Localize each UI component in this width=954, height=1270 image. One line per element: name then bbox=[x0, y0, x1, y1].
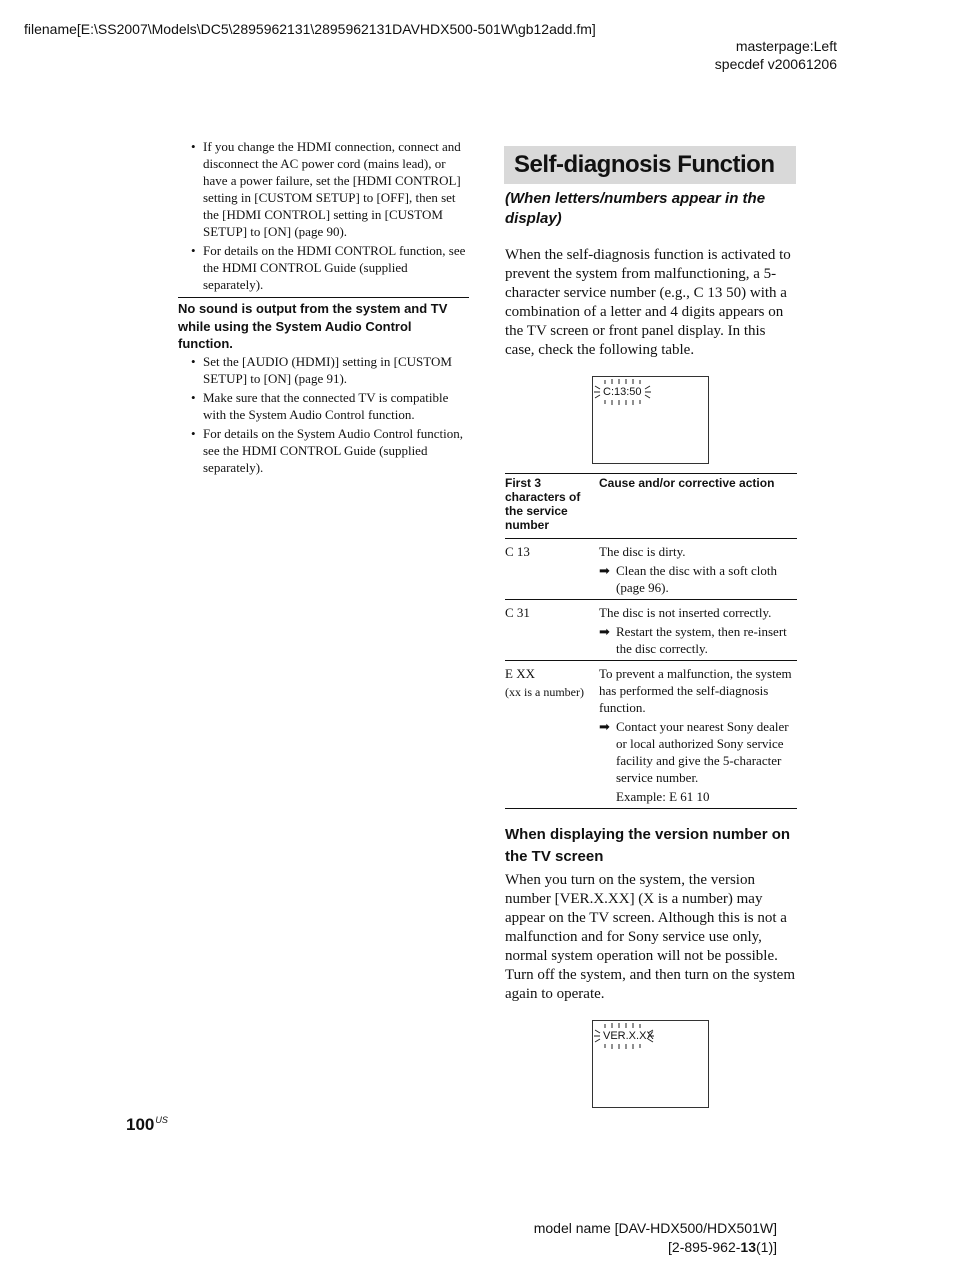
audio-bullet-list bbox=[178, 353, 469, 476]
example-text: Example: E 61 10 bbox=[616, 789, 710, 804]
footer-model-name: model name [DAV-HDX500/HDX501W] bbox=[533, 1220, 777, 1236]
intro-paragraph: When the self-diagnosis function is activated to prevent the system from malfunctioning, a 5-character service number (e.g., C 13 50) with a combination of a letter and 4 digits appears on the TV screen or front panel display. In this case, check the following table. bbox=[505, 247, 791, 358]
section-title: Self-diagnosis Function bbox=[504, 146, 796, 184]
version-display-illustration bbox=[592, 1020, 709, 1108]
service-code: C 31 bbox=[505, 605, 530, 620]
table-header-row bbox=[505, 474, 797, 539]
page-suffix: US bbox=[155, 1115, 168, 1125]
column-header-action: Cause and/or corrective action bbox=[599, 474, 797, 539]
corrective-action bbox=[599, 718, 797, 786]
header-master-info bbox=[715, 37, 837, 73]
service-code-note: (xx is a number) bbox=[505, 685, 584, 699]
list-item: • Make sure that the connected TV is compatible with the System Audio Control function. bbox=[178, 389, 469, 423]
action-text: Contact your nearest Sony dealer or local authorized Sony service facility and give the 5-character service number. bbox=[616, 719, 789, 785]
version-paragraph: When you turn on the system, the version number [VER.X.XX] (X is a number) may appear on the TV screen. Although this is not a malfunction and for Sony service use only, normal system operation will not be possible. Turn off the system, and then turn on the system again to operate. bbox=[505, 872, 795, 1002]
display-text: VER.X.XX bbox=[603, 1030, 654, 1042]
section-subtitle: (When letters/numbers appear in the display) bbox=[505, 190, 766, 227]
header-specdef: specdef v20061206 bbox=[714, 56, 837, 72]
table-row bbox=[505, 600, 797, 661]
trouble-heading: No sound is output from the system and TV while using the System Audio Control function. bbox=[178, 297, 469, 353]
hdmi-bullet-list bbox=[178, 138, 469, 293]
corrective-action bbox=[599, 562, 797, 596]
page-number: $100^{US}$ bbox=[126, 1115, 168, 1134]
display-illustration bbox=[592, 376, 709, 464]
column-header-code: First 3 characters of the service number bbox=[505, 474, 599, 539]
cause-text: The disc is not inserted correctly. bbox=[599, 605, 772, 620]
cause-text: To prevent a malfunction, the system has performed the self-diagnosis function. bbox=[599, 666, 792, 715]
header-masterpage: masterpage:Left bbox=[735, 38, 837, 54]
footer bbox=[534, 1219, 777, 1257]
service-code: C 13 bbox=[505, 544, 530, 559]
list-item: • If you change the HDMI connection, connect and disconnect the AC power cord (mains lead), or have a power failure, set the [HDMI CONTROL] setting in [CUSTOM SETUP] to [OFF], then set the [HDMI CONTROL] setting in [CUSTOM SETUP] to [ON] (page 90). bbox=[178, 138, 469, 240]
action-text: Restart the system, then re-insert the disc correctly. bbox=[616, 624, 787, 656]
arrow-icon: ➡ bbox=[599, 624, 610, 639]
action-text: Clean the disc with a soft cloth (page 96). bbox=[616, 563, 778, 595]
version-heading: When displaying the version number on the TV screen bbox=[505, 826, 791, 865]
right-column bbox=[505, 146, 797, 1108]
diagnosis-table bbox=[505, 473, 797, 809]
service-code: E XX bbox=[505, 666, 535, 681]
header-filename: filename[E:\SS2007\Models\DC5\2895962131\2895962131DAVHDX500-501W\gb12add.fm] bbox=[24, 21, 596, 37]
list-item: • For details on the System Audio Control function, see the HDMI CONTROL Guide (supplied separately). bbox=[178, 425, 469, 476]
cause-text: The disc is dirty. bbox=[599, 544, 686, 559]
arrow-icon: ➡ bbox=[599, 563, 610, 578]
list-item: • For details on the HDMI CONTROL function, see the HDMI CONTROL Guide (supplied separately). bbox=[178, 242, 469, 293]
table-row bbox=[505, 539, 797, 600]
arrow-icon: ➡ bbox=[599, 719, 610, 734]
display-text: C:13:50 bbox=[603, 386, 642, 398]
footer-part-code: [2-895-962-13(1)] bbox=[668, 1239, 777, 1255]
corrective-action bbox=[599, 623, 797, 657]
left-column bbox=[178, 138, 469, 478]
list-item: • Set the [AUDIO (HDMI)] setting in [CUSTOM SETUP] to [ON] (page 91). bbox=[178, 353, 469, 387]
table-row bbox=[505, 661, 797, 809]
